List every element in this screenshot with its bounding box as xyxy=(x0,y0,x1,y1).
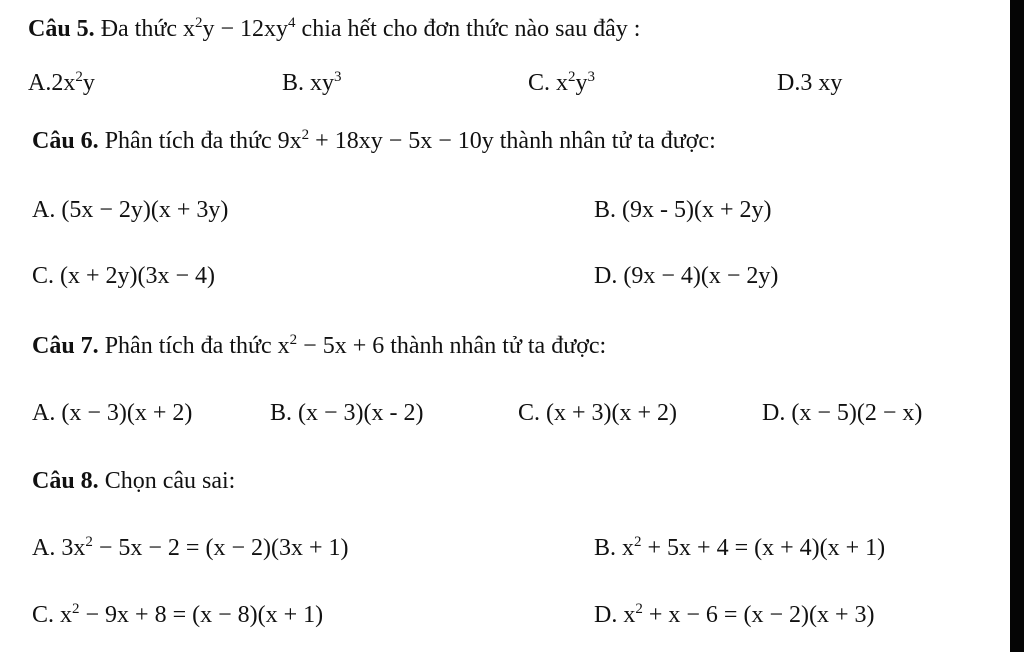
question-text: Đa thức xyxy=(100,16,177,42)
question-math: $x^2 - 5x + 6$ xyxy=(277,332,385,359)
question-8-stem xyxy=(32,466,235,496)
question-5-option-a: $A.2x^2y$ xyxy=(28,69,95,96)
question-8-option-a: A. $3x^2 - 5x - 2 = (x - 2)(3x + 1)$ xyxy=(32,534,349,561)
question-7-option-c: C. (x + 3)(x + 2) xyxy=(518,400,678,426)
question-6-option-d: D. (9x − 4)(x − 2y) xyxy=(594,263,779,289)
question-5-option-d: D.3 xy xyxy=(777,70,843,96)
question-8-option-b: B. $x^2 + 5x + 4 = (x + 4)(x + 1)$ xyxy=(594,534,886,561)
question-text: Phân tích đa thức xyxy=(104,333,272,359)
question-text: Phân tích đa thức xyxy=(104,128,272,154)
question-5-option-b: B. $xy^3$ xyxy=(282,69,342,96)
question-7-option-b: B. (x − 3)(x - 2) xyxy=(270,400,424,426)
question-label: Câu 8. xyxy=(32,468,99,494)
question-label: Câu 7. xyxy=(32,333,99,359)
question-6-stem xyxy=(32,126,716,156)
question-7-stem xyxy=(32,331,606,361)
question-math: $x^2y - 12xy^4$ xyxy=(183,15,296,42)
question-8-option-d: D. $x^2 + x - 6 = (x - 2)(x + 3)$ xyxy=(594,601,875,628)
question-math: $9x^2 + 18xy - 5x - 10y$ xyxy=(277,127,494,154)
question-8-option-c: C. $x^2 - 9x + 8 = (x - 8)(x + 1)$ xyxy=(32,601,324,628)
question-6-option-b: B. (9x - 5)(x + 2y) xyxy=(594,197,772,223)
question-text: thành nhân tử ta được: xyxy=(499,128,716,154)
question-7-option-a: A. (x − 3)(x + 2) xyxy=(32,400,193,426)
question-label: Câu 5. xyxy=(28,16,95,42)
question-text: Chọn câu sai: xyxy=(104,468,236,494)
question-text: chia hết cho đơn thức nào sau đây : xyxy=(301,16,641,42)
question-6-option-a: A. (5x − 2y)(x + 3y) xyxy=(32,197,229,223)
question-text: thành nhân tử ta được: xyxy=(390,333,607,359)
question-5-stem xyxy=(28,14,640,44)
question-5-option-c: C. $x^2y^3$ xyxy=(528,69,596,96)
question-label: Câu 6. xyxy=(32,128,99,154)
question-7-option-d: D. (x − 5)(2 − x) xyxy=(762,400,923,426)
screen-edge xyxy=(1010,0,1024,652)
question-6-option-c: C. (x + 2y)(3x − 4) xyxy=(32,263,216,289)
